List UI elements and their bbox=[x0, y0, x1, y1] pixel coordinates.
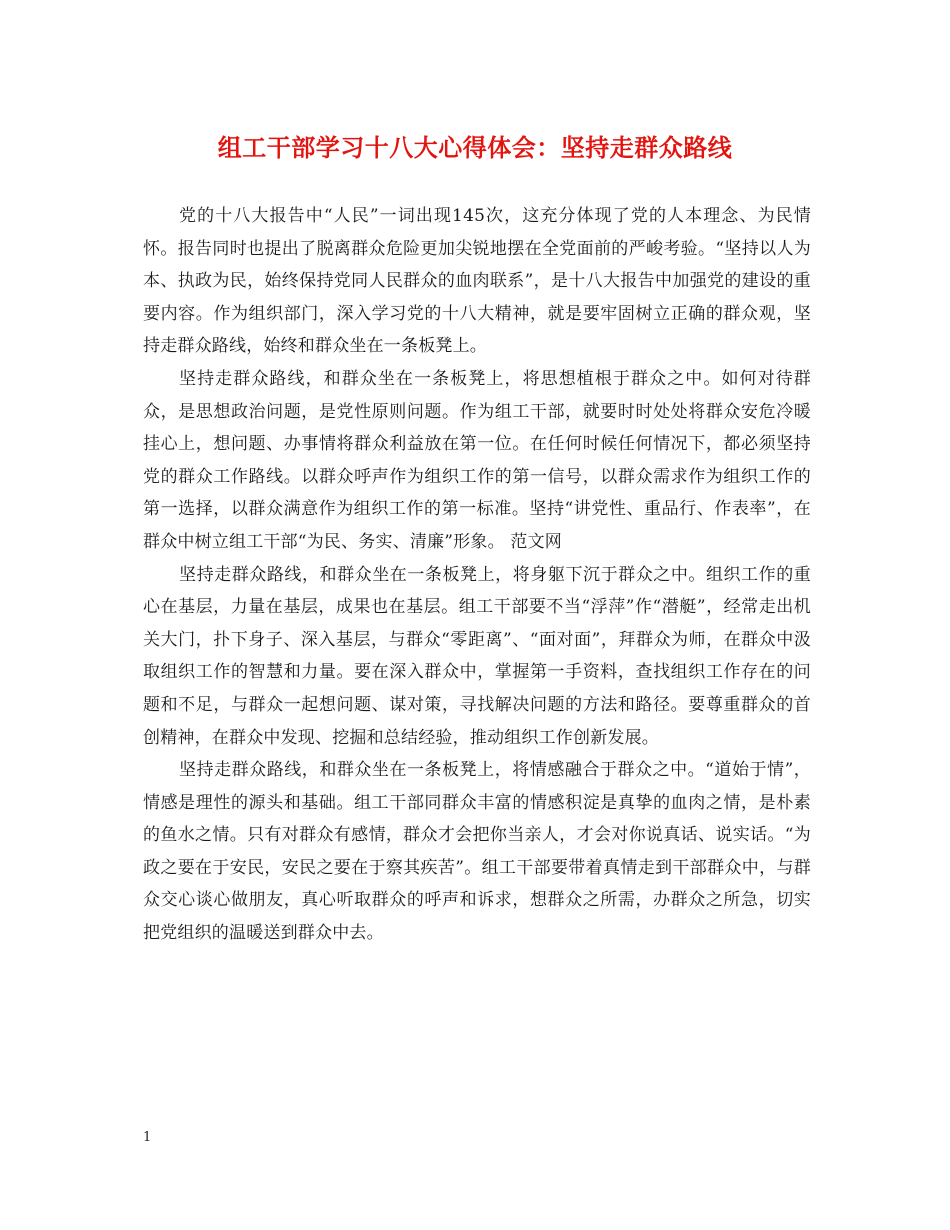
document-title: 组工干部学习十八大心得体会：坚持走群众路线 bbox=[217, 133, 733, 162]
document-body bbox=[143, 200, 811, 950]
paragraph-3: 坚持走群众路线，和群众坐在一条板凳上，将身躯下沉于群众之中。组织工作的重心在基层，力量在基层，成果也在基层。组工干部要不当“浮萍”作“潜艇”，经常走出机关大门，扑下身子、深入基层，与群众“零距离”、“面对面”，拜群众为师，在群众中汲取组织工作的智慧和力量。要在深入群众中，掌握第一手资料，查找组织工作存在的问题和不足，与群众一起想问题、谋对策，寻找解决问题的方法和路径。要尊重群众的首创精神，在群众中发现、挖掘和总结经验，推动组织工作创新发展。 bbox=[143, 564, 811, 748]
paragraph-1: 党的十八大报告中“人民”一词出现145次，这充分体现了党的人本理念、为民情怀。报告同时也提出了脱离群众危险更加尖锐地摆在全党面前的严峻考验。“坚持以人为本、执政为民，始终保持党同人民群众的血肉联系”，是十八大报告中加强党的建设的重要内容。作为组织部门，深入学习党的十八大精神，就是要牢固树立正确的群众观，坚持走群众路线，始终和群众坐在一条板凳上。 bbox=[143, 206, 811, 357]
page-number: 1 bbox=[143, 1130, 152, 1145]
paragraph-4: 坚持走群众路线，和群众坐在一条板凳上，将情感融合于群众之中。“道始于情”，情感是理性的源头和基础。组工干部同群众丰富的情感积淀是真挚的血肉之情，是朴素的鱼水之情。只有对群众有感情，群众才会把你当亲人，才会对你说真话、说实话。“为政之要在于安民，安民之要在于察其疾苦”。组工干部要带着真情走到干部群众中，与群众交心谈心做朋友，真心听取群众的呼声和诉求，想群众之所需，办群众之所急，切实把党组织的温暖送到群众中去。 bbox=[143, 760, 811, 944]
paragraph-2: 坚持走群众路线，和群众坐在一条板凳上，将思想植根于群众之中。如何对待群众，是思想政治问题，是党性原则问题。作为组工干部，就要时时处处将群众安危冷暖挂心上，想问题、办事情将群众利益放在第一位。在任何时候任何情况下，都必须坚持党的群众工作路线。以群众呼声作为组织工作的第一信号，以群众需求作为组织工作的第一选择，以群众满意作为组织工作的第一标准。坚持“讲党性、重品行、作表率”，在群众中树立组工干部“为民、务实、清廉”形象。 范文网 bbox=[143, 368, 811, 552]
